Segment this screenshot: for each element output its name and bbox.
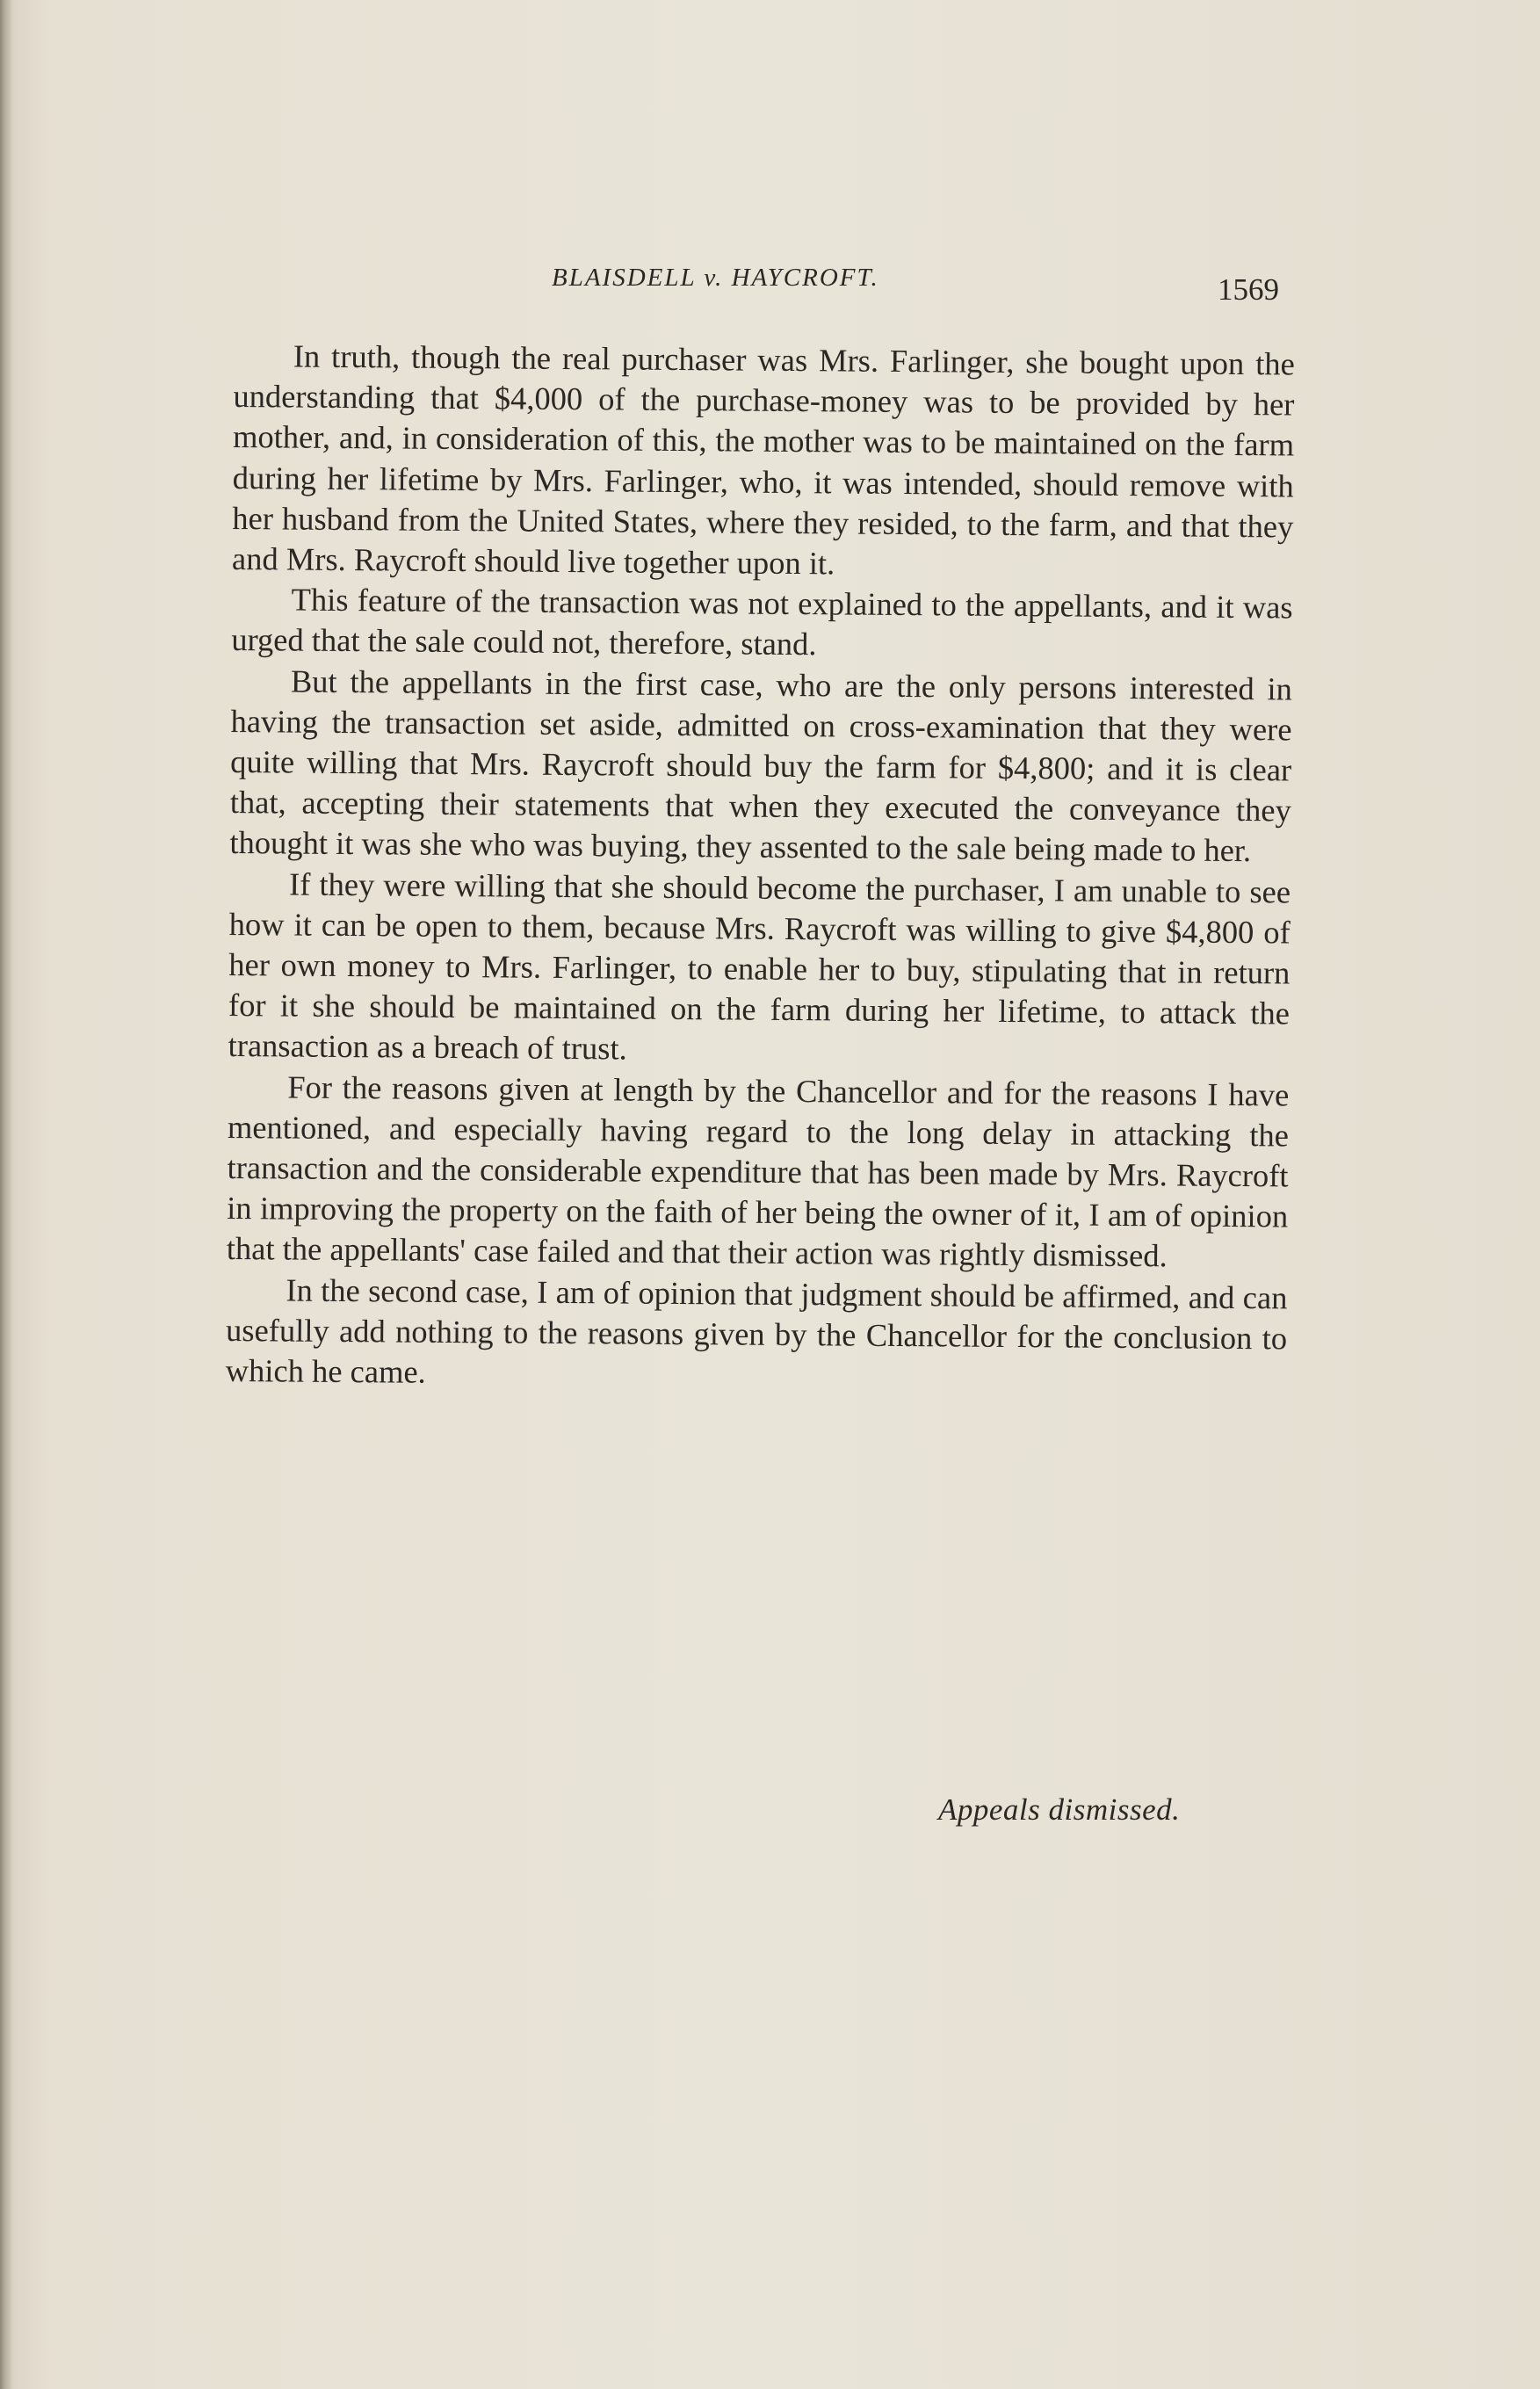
paragraph-4: If they were willing that she should become the purchaser, I am unable to see how it can be open to them, because Mrs. Raycroft was willing to give $4,800 of her own money to Mrs. Farlinger, to enable her to buy, stipulating that in return for it she should be maintained on the farm during her lifetime, to attack the transaction as a breach of trust.: [228, 865, 1291, 1067]
paragraph-6: In the second case, I am of opinion that judgment should be affirmed, and can usefully add nothing to the reasons given by the Chancellor for the conclusion to which he came.: [225, 1271, 1288, 1390]
closing-disposition: Appeals dismissed.: [938, 1792, 1181, 1827]
paragraph-2: This feature of the transaction was not explained to the appellants, and it was urged that the sale could not, therefore, stand.: [231, 581, 1293, 662]
page-number: 1569: [1218, 272, 1279, 307]
paragraph-1: In truth, though the real purchaser was Mrs. Farlinger, she bought upon the understanding that $4,000 of the purchase-money was to be provided by her mother, and, in consideration of this, the mother was to be maintained on the farm during her lifetime by Mrs. Farlinger, who, it was intended, should remove with her husband from the United States, where they resided, to the farm, and that they and Mrs. Raycroft should live together upon it.: [231, 337, 1295, 582]
paragraph-3: But the appellants in the first case, who are the only persons interested in having the transaction set aside, admitted on cross-examination that they were quite willing that Mrs. Raycroft should buy the farm for $4,800; and it is clear that, accepting their statements that when they executed the conveyance they thought it was she who was buying, they assented to the sale being made to her.: [229, 662, 1293, 869]
paragraph-5: For the reasons given at length by the Chancellor and for the reasons I have mentioned, and especially having regard to the long delay in attacking the transaction and the considerable expenditure that has been made by Mrs. Raycroft in improving the property on the faith of her being the owner of it, I am of opinion that the appellants' case failed and that their action was rightly dismissed.: [226, 1068, 1290, 1274]
body-text: [226, 336, 1295, 1400]
binding-edge: [0, 0, 12, 2389]
running-head: BLAISDELL v. HAYCROFT.: [552, 264, 879, 292]
